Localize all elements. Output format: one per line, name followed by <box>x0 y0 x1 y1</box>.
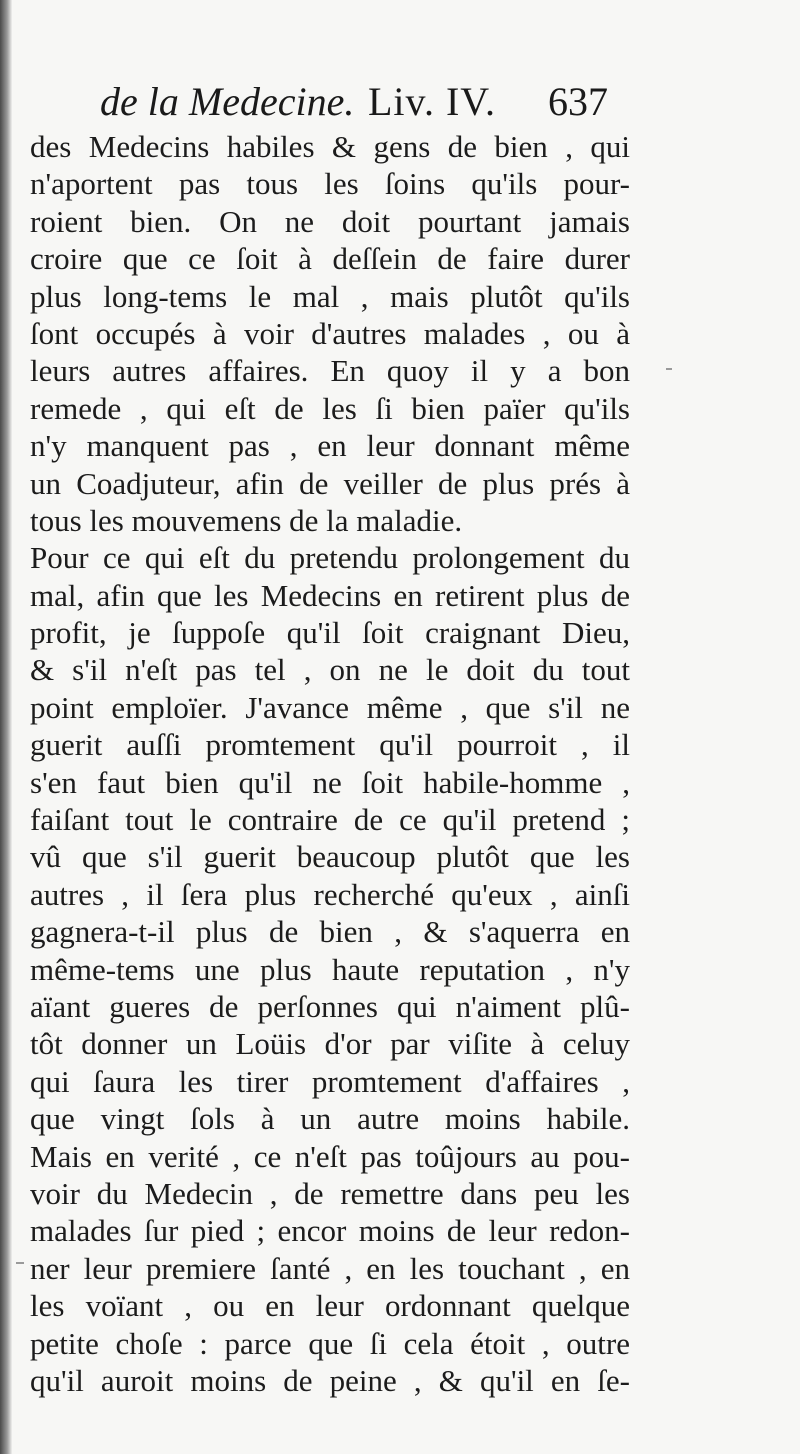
text-line: remede , qui eſt de les ſi bien païer qu'ils <box>30 390 630 426</box>
book-number: Liv. IV. <box>368 79 496 124</box>
text-line: qui ſaura les tirer promtement d'affaires , <box>30 1063 630 1099</box>
text-line: leurs autres affaires. En quoy il y a bon <box>30 353 630 389</box>
text-line: & s'il n'eſt pas tel , on ne le doit du tout <box>30 652 630 688</box>
page-gutter-shadow <box>0 0 12 1454</box>
text-line: vû que s'il guerit beaucoup plutôt que les <box>30 839 630 875</box>
margin-dash-mark <box>666 368 672 370</box>
text-line: ſont occupés à voir d'autres malades , ou à <box>30 315 630 351</box>
text-line: les voïant , ou en leur ordonnant quelque <box>30 1288 630 1324</box>
page-number: 637 <box>548 79 608 124</box>
text-line: même-tems une plus haute reputation , n'y <box>30 951 630 987</box>
text-line: Pour ce qui eſt du pretendu prolongement du <box>30 540 630 576</box>
text-line: qu'il auroit moins de peine , & qu'il en ſe- <box>30 1362 630 1398</box>
text-line: tôt donner un Loüis d'or par viſite à celuy <box>30 1026 630 1062</box>
text-line: voir du Medecin , de remettre dans peu les <box>30 1175 630 1211</box>
text-line: Mais en verité , ce n'eſt pas toûjours au pou- <box>30 1138 630 1174</box>
text-line: roient bien. On ne doit pourtant jamais <box>30 203 630 239</box>
running-title: de la Medecine. <box>100 79 355 124</box>
text-line: aïant gueres de perſonnes qui n'aiment plû- <box>30 988 630 1024</box>
text-line: plus long-tems le mal , mais plutôt qu'ils <box>30 278 630 314</box>
text-line: tous les mouvemens de la maladie. <box>30 502 463 538</box>
text-line: n'aportent pas tous les ſoins qu'ils pour- <box>30 166 630 202</box>
text-line: s'en faut bien qu'il ne ſoit habile-homme , <box>30 764 630 800</box>
body-text <box>30 128 630 1399</box>
text-line: croire que ce ſoit à deſſein de faire durer <box>30 241 630 277</box>
text-line: guerit auſſi promtement qu'il pourroit , il <box>30 727 630 763</box>
text-line: n'y manquent pas , en leur donnant même <box>30 428 630 464</box>
text-line: profit, je ſuppoſe qu'il ſoit craignant Dieu, <box>30 615 630 651</box>
text-line: faiſant tout le contraire de ce qu'il pretend ; <box>30 802 630 838</box>
page-header <box>100 78 640 128</box>
text-line: ner leur premiere ſanté , en les touchant , en <box>30 1250 630 1286</box>
margin-dash-mark <box>16 1262 24 1264</box>
text-line: malades ſur pied ; encor moins de leur redon- <box>30 1213 630 1249</box>
text-line: autres , il ſera plus recherché qu'eux , ainſi <box>30 876 630 912</box>
text-line: des Medecins habiles & gens de bien , qui <box>30 129 630 164</box>
text-line: mal, afin que les Medecins en retirent plus de <box>30 577 630 613</box>
text-line: gagnera-t-il plus de bien , & s'aquerra en <box>30 914 630 950</box>
text-line: un Coadjuteur, afin de veiller de plus prés à <box>30 465 630 501</box>
text-line: petite choſe : parce que ſi cela étoit , outre <box>30 1325 630 1361</box>
text-line: que vingt ſols à un autre moins habile. <box>30 1101 630 1137</box>
text-line: point emploïer. J'avance même , que s'il ne <box>30 689 630 725</box>
